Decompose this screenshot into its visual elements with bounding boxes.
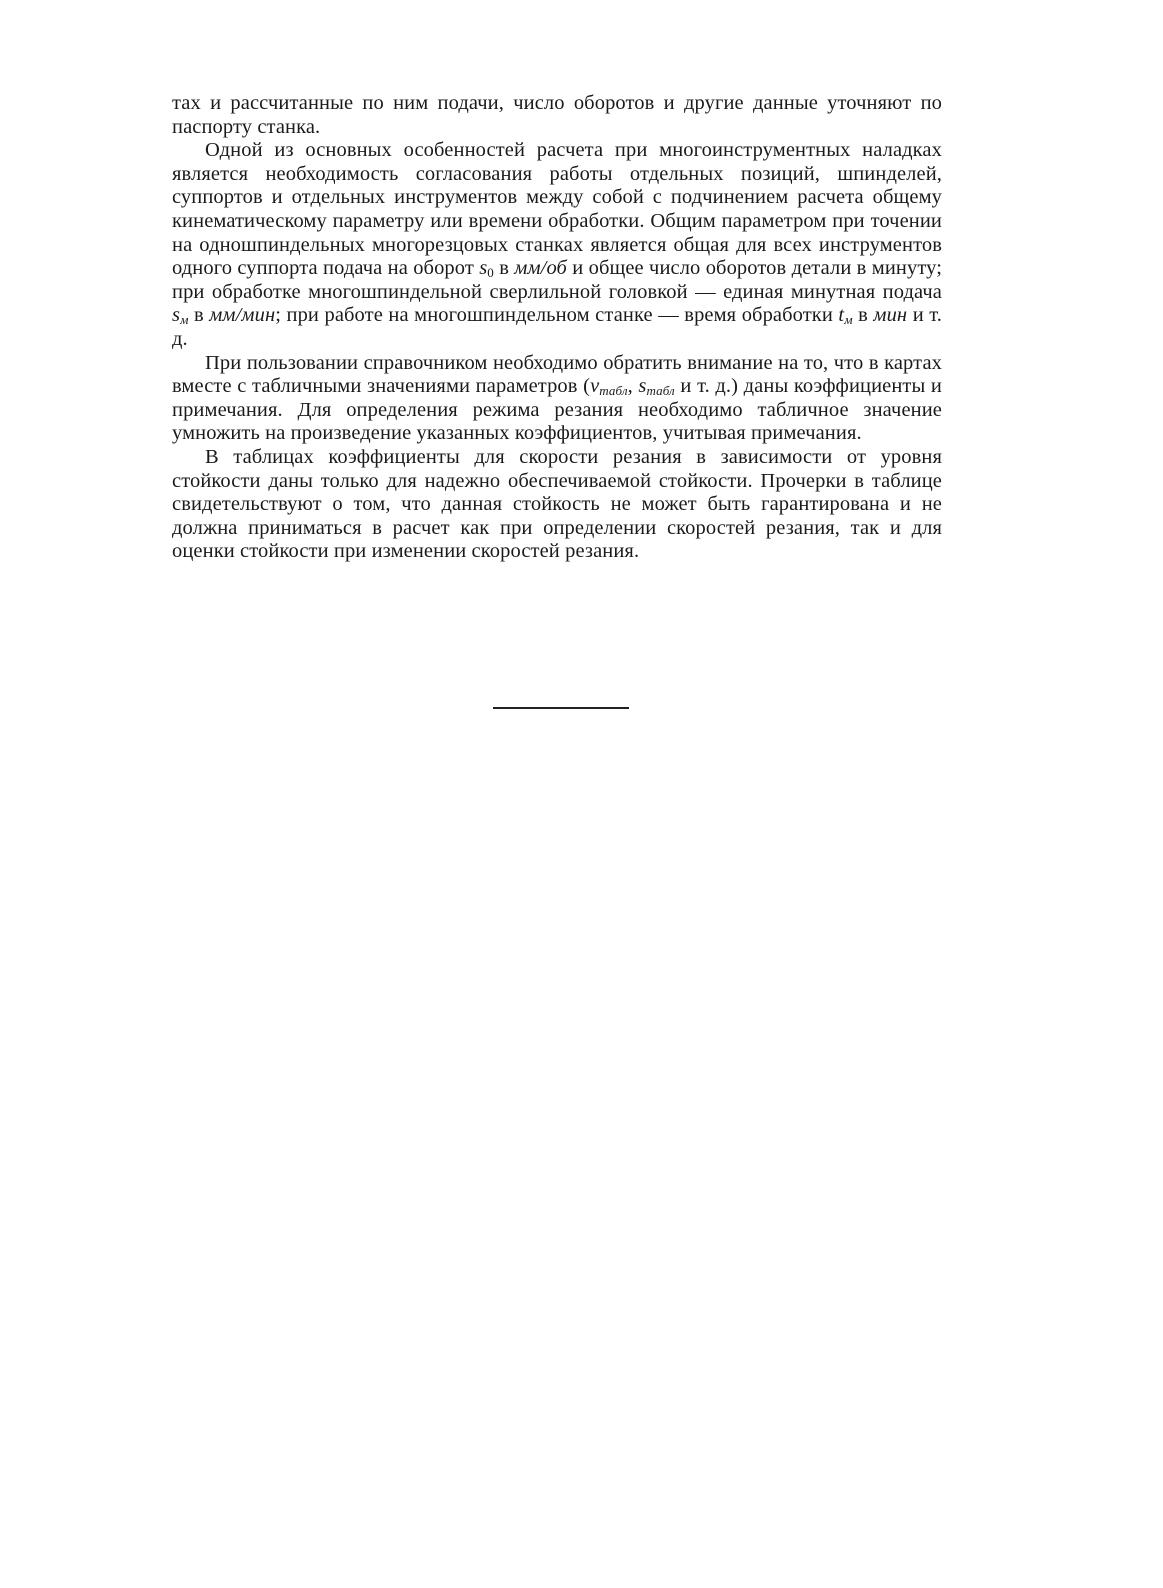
italic-symbol: s [638,375,647,398]
text-run: и общее число оборотов детали в минуту; при обработке многошпиндельной сверлильной головкой — единая минутная подача [172,257,942,303]
subscript-text: табл [599,383,628,399]
subscript-text: м [844,312,853,328]
text-run: При пользовании справочником необходимо обратить внимание на то, что в картах вместе с табличными значениями параметров ( [172,351,942,398]
paragraph-2 [172,139,942,351]
italic-symbol: s [172,304,181,327]
italic-symbol: мм/мин [209,304,276,327]
end-of-section-rule [493,707,629,709]
text-run: , [627,375,639,398]
paragraph-4 [172,446,942,564]
paragraph-3 [172,352,942,446]
text-run: В таблицах коэффициенты для скорости резания в зависимости от уровня стойкости даны только для надежно обеспечиваемой стойкости. Прочерки в таблице свидетельствуют о том, что данная стойкость не может быть гарантирована и не должна приниматься в расчет как при определении скоростей резания, так и для оценки стойкости при изменении скоростей резания. [172,445,942,563]
text-run: в [852,304,874,327]
paragraph-1 [172,92,942,139]
subscript [647,383,675,398]
body-text [172,92,942,564]
text-run: тах и рассчитанные по ним подачи, число оборотов и другие данные уточняют по паспорту станка. [172,92,942,138]
subscript-text: м [180,312,189,328]
italic-symbol: v [590,375,600,398]
text-run: Одной из основных особенностей расчета при многоинструментных наладках является необходимость согласования работы отдельных позиций, шпинделей, суппортов и отдельных инструментов между собой с подчинением расчета общему кинематическому параметру или времени обработки. Общим параметром при точении на одношпиндельных многорезцовых станках является общая для всех инструментов одного суппорта подача на оборот [172,139,942,280]
text-run: в [188,304,210,327]
italic-symbol: t [838,304,845,327]
subscript [599,383,627,398]
subscript [844,312,852,327]
text-run: и т. д. [172,304,942,350]
italic-symbol: мин [873,304,908,327]
subscript-text: табл [646,383,675,399]
italic-symbol: мм/об [514,257,567,280]
text-run: и т. д.) даны коэффициенты и примечания. Для определения режима резания необходимо табличное значение умножить на произведение указанных коэффициентов, учитывая примечания. [172,375,943,445]
subscript: 0 [487,265,494,281]
italic-symbol: s [479,257,488,280]
text-run: ; при работе на многошпиндельном станке — время обработки [275,304,839,327]
text-run: в [493,257,515,280]
